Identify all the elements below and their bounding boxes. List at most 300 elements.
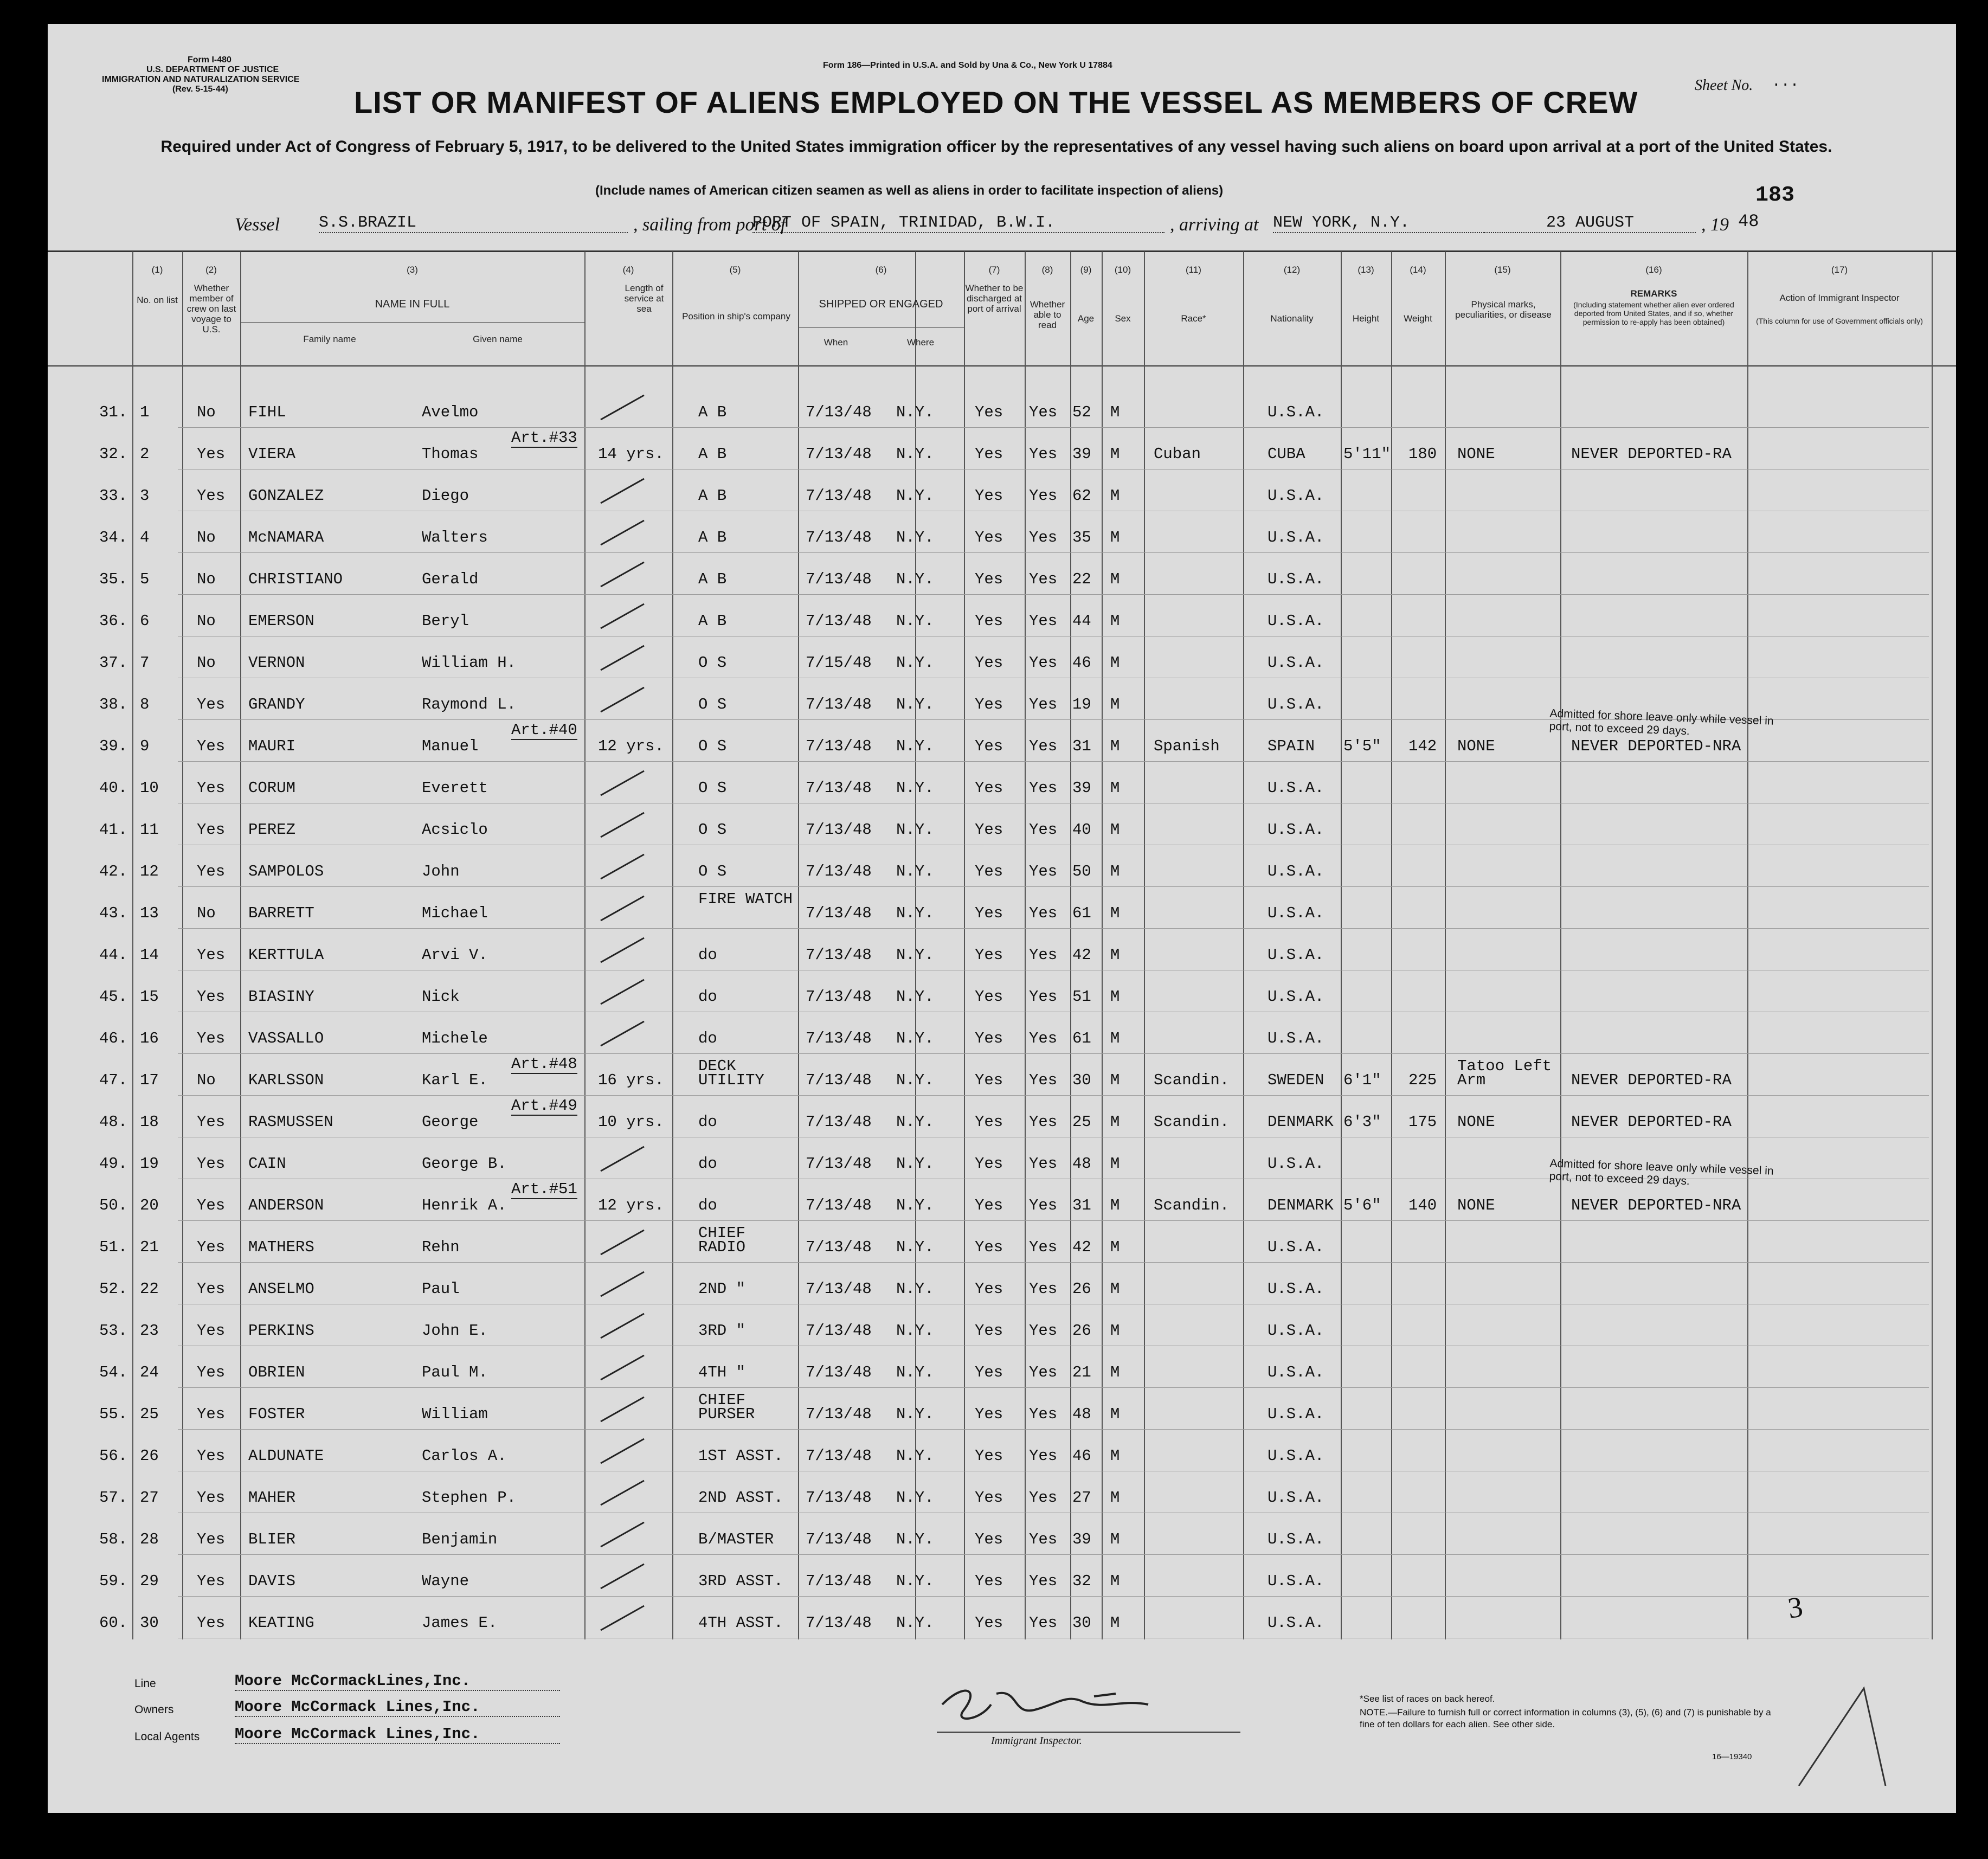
row-shipped-where: N.Y. xyxy=(896,1363,934,1381)
row-list-number: 12 xyxy=(140,863,159,880)
row-family-name: PEREZ xyxy=(248,821,296,839)
row-last-voyage: Yes xyxy=(197,445,226,463)
service-check-mark xyxy=(595,601,649,634)
row-sex: M xyxy=(1110,1113,1120,1131)
col-number-16: (16) xyxy=(1645,265,1662,275)
row-age: 30 xyxy=(1072,1071,1091,1089)
row-position: do xyxy=(698,946,717,964)
row-last-voyage: Yes xyxy=(197,1572,226,1590)
col-number-7: (7) xyxy=(988,265,1000,275)
row-discharged: Yes xyxy=(975,1030,1003,1047)
row-marks: NONE xyxy=(1457,737,1495,755)
col-header-weight: Weight xyxy=(1404,313,1432,324)
row-list-number: 18 xyxy=(140,1113,159,1131)
row-global-number: 53. xyxy=(99,1322,128,1340)
row-discharged: Yes xyxy=(975,654,1003,672)
row-age: 22 xyxy=(1072,570,1091,588)
row-shipped-when: 7/15/48 xyxy=(806,654,872,672)
department: U.S. DEPARTMENT OF JUSTICE xyxy=(146,65,279,74)
row-sex: M xyxy=(1110,1071,1120,1089)
row-article-note: Art.#33 xyxy=(511,429,577,447)
row-discharged: Yes xyxy=(975,570,1003,588)
row-able-to-read: Yes xyxy=(1029,1197,1058,1214)
row-height: 6'3" xyxy=(1343,1113,1381,1131)
row-sex: M xyxy=(1110,1447,1120,1465)
row-sex: M xyxy=(1110,1614,1120,1632)
row-global-number: 36. xyxy=(99,612,128,630)
col-header-discharged: Whether to be discharged at port of arrival xyxy=(965,283,1024,314)
service-check-mark xyxy=(595,1561,649,1594)
row-able-to-read: Yes xyxy=(1029,1238,1058,1256)
row-global-number: 32. xyxy=(99,445,128,463)
row-shipped-where: N.Y. xyxy=(896,1489,934,1507)
row-last-voyage: Yes xyxy=(197,487,226,505)
row-shipped-where: N.Y. xyxy=(896,1405,934,1423)
row-last-voyage: Yes xyxy=(197,779,226,797)
row-age: 52 xyxy=(1072,403,1091,421)
row-shipped-when: 7/13/48 xyxy=(806,696,872,713)
row-age: 62 xyxy=(1072,487,1091,505)
row-shipped-where: N.Y. xyxy=(896,654,934,672)
row-nationality: U.S.A. xyxy=(1268,1322,1324,1340)
row-given-name: Paul M. xyxy=(422,1363,488,1381)
row-global-number: 45. xyxy=(99,988,128,1006)
row-able-to-read: Yes xyxy=(1029,1363,1058,1381)
row-position: O S xyxy=(698,779,727,797)
row-family-name: KARLSSON xyxy=(248,1071,324,1089)
row-list-number: 30 xyxy=(140,1614,159,1632)
vessel-label: Vessel xyxy=(235,215,280,235)
row-able-to-read: Yes xyxy=(1029,1322,1058,1340)
row-service: 14 yrs. xyxy=(598,445,664,463)
row-last-voyage: Yes xyxy=(197,988,226,1006)
row-sex: M xyxy=(1110,1405,1120,1423)
row-nationality: U.S.A. xyxy=(1268,904,1324,922)
service-check-mark xyxy=(595,559,649,592)
inspector-signature xyxy=(931,1672,1235,1737)
row-discharged: Yes xyxy=(975,1155,1003,1173)
service-check-mark xyxy=(595,1436,649,1469)
row-given-name: Michael xyxy=(422,904,488,922)
row-last-voyage: Yes xyxy=(197,1322,226,1340)
row-discharged: Yes xyxy=(975,487,1003,505)
row-age: 44 xyxy=(1072,612,1091,630)
row-rule xyxy=(178,1429,1929,1430)
row-weight: 142 xyxy=(1408,737,1437,755)
row-able-to-read: Yes xyxy=(1029,1447,1058,1465)
col-header-age: Age xyxy=(1077,313,1095,324)
row-global-number: 56. xyxy=(99,1447,128,1465)
col-number-15: (15) xyxy=(1494,265,1511,275)
row-discharged: Yes xyxy=(975,1113,1003,1131)
year-label: , 19 xyxy=(1701,215,1729,235)
row-position: do xyxy=(698,1197,717,1214)
row-last-voyage: Yes xyxy=(197,1405,226,1423)
row-race: Scandin. xyxy=(1154,1071,1230,1089)
row-able-to-read: Yes xyxy=(1029,403,1058,421)
row-last-voyage: Yes xyxy=(197,1447,226,1465)
service-check-mark xyxy=(595,685,649,717)
row-global-number: 44. xyxy=(99,946,128,964)
col-number-9: (9) xyxy=(1080,265,1092,275)
row-global-number: 59. xyxy=(99,1572,128,1590)
row-list-number: 29 xyxy=(140,1572,159,1590)
row-list-number: 1 xyxy=(140,403,150,421)
service-check-mark xyxy=(595,852,649,884)
row-able-to-read: Yes xyxy=(1029,863,1058,880)
row-discharged: Yes xyxy=(975,904,1003,922)
row-shipped-where: N.Y. xyxy=(896,612,934,630)
row-position: A B xyxy=(698,612,727,630)
row-given-name: James E. xyxy=(422,1614,498,1632)
row-shipped-where: N.Y. xyxy=(896,737,934,755)
row-sex: M xyxy=(1110,737,1120,755)
row-able-to-read: Yes xyxy=(1029,821,1058,839)
row-family-name: GONZALEZ xyxy=(248,487,324,505)
row-list-number: 19 xyxy=(140,1155,159,1173)
col-header-action: Action of Immigrant Inspector xyxy=(1779,293,1900,303)
row-discharged: Yes xyxy=(975,1197,1003,1214)
row-weight: 180 xyxy=(1408,445,1437,463)
row-given-name: Arvi V. xyxy=(422,946,488,964)
row-last-voyage: No xyxy=(197,529,216,546)
col-number-14: (14) xyxy=(1410,265,1426,275)
row-global-number: 51. xyxy=(99,1238,128,1256)
row-last-voyage: Yes xyxy=(197,1030,226,1047)
row-family-name: SAMPOLOS xyxy=(248,863,324,880)
row-service: 16 yrs. xyxy=(598,1071,664,1089)
row-given-name: Wayne xyxy=(422,1572,469,1590)
row-position: CHIEF RADIO xyxy=(698,1224,746,1256)
row-last-voyage: No xyxy=(197,403,216,421)
col-header-service: Length of service at sea xyxy=(624,283,664,314)
col-number-6: (6) xyxy=(875,265,887,275)
row-list-number: 20 xyxy=(140,1197,159,1214)
row-position: O S xyxy=(698,737,727,755)
row-able-to-read: Yes xyxy=(1029,1489,1058,1507)
row-service: 12 yrs. xyxy=(598,737,664,755)
col-header-shipped: SHIPPED OR ENGAGED xyxy=(819,298,943,310)
row-shipped-where: N.Y. xyxy=(896,946,934,964)
row-discharged: Yes xyxy=(975,1405,1003,1423)
row-list-number: 6 xyxy=(140,612,150,630)
row-age: 61 xyxy=(1072,904,1091,922)
row-given-name: Henrik A. xyxy=(422,1197,507,1214)
row-position: 4TH ASST. xyxy=(698,1614,783,1632)
arriving-label: , arriving at xyxy=(1170,215,1259,235)
form-number: Form I-480 xyxy=(188,55,231,65)
row-able-to-read: Yes xyxy=(1029,1030,1058,1047)
row-nationality: U.S.A. xyxy=(1268,1030,1324,1047)
row-race: Spanish xyxy=(1154,737,1220,755)
row-nationality: U.S.A. xyxy=(1268,612,1324,630)
row-global-number: 38. xyxy=(99,696,128,713)
row-shipped-when: 7/13/48 xyxy=(806,1197,872,1214)
row-sex: M xyxy=(1110,1030,1120,1047)
row-shipped-when: 7/13/48 xyxy=(806,988,872,1006)
sheet-number: ... xyxy=(1772,74,1799,91)
row-article-note: Art.#48 xyxy=(511,1055,577,1073)
row-position: A B xyxy=(698,403,727,421)
row-shipped-when: 7/13/48 xyxy=(806,1614,872,1632)
row-global-number: 60. xyxy=(99,1614,128,1632)
row-age: 48 xyxy=(1072,1155,1091,1173)
col-number-5: (5) xyxy=(729,265,741,275)
row-list-number: 2 xyxy=(140,445,150,463)
row-family-name: VIERA xyxy=(248,445,296,463)
row-sex: M xyxy=(1110,529,1120,546)
include-note: (Include names of American citizen seamen as well as aliens in order to facilitate inspection of aliens) xyxy=(595,183,1224,198)
row-nationality: U.S.A. xyxy=(1268,1530,1324,1548)
col-number-1: (1) xyxy=(151,265,163,275)
row-shipped-where: N.Y. xyxy=(896,570,934,588)
row-sex: M xyxy=(1110,1489,1120,1507)
row-sex: M xyxy=(1110,1363,1120,1381)
row-discharged: Yes xyxy=(975,779,1003,797)
row-given-name: Raymond L. xyxy=(422,696,517,713)
row-nationality: U.S.A. xyxy=(1268,988,1324,1006)
row-list-number: 4 xyxy=(140,529,150,546)
row-list-number: 16 xyxy=(140,1030,159,1047)
row-last-voyage: Yes xyxy=(197,1614,226,1632)
service-check-mark xyxy=(595,810,649,842)
service-check-mark xyxy=(595,1144,649,1176)
row-able-to-read: Yes xyxy=(1029,988,1058,1006)
row-nationality: U.S.A. xyxy=(1268,487,1324,505)
row-list-number: 22 xyxy=(140,1280,159,1298)
row-age: 31 xyxy=(1072,1197,1091,1214)
row-shipped-when: 7/13/48 xyxy=(806,1280,872,1298)
service-check-mark xyxy=(595,1394,649,1427)
row-age: 39 xyxy=(1072,1530,1091,1548)
row-shipped-where: N.Y. xyxy=(896,1113,934,1131)
row-height: 5'11" xyxy=(1343,445,1391,463)
page-stamp: 183 xyxy=(1755,183,1795,208)
row-age: 46 xyxy=(1072,654,1091,672)
row-age: 31 xyxy=(1072,737,1091,755)
row-global-number: 40. xyxy=(99,779,128,797)
row-sex: M xyxy=(1110,904,1120,922)
col-header-remarks: REMARKS xyxy=(1630,288,1677,299)
row-rule xyxy=(178,761,1929,762)
required-notice: Required under Act of Congress of February 5, 1917, to be delivered to the United States immigration officer by the representatives of any vessel having such aliens on board upon arrival at a port of the United States. xyxy=(160,138,1832,156)
row-article-note: Art.#49 xyxy=(511,1097,577,1115)
row-given-name: Michele xyxy=(422,1030,488,1047)
service-check-mark xyxy=(595,518,649,550)
row-height: 5'6" xyxy=(1343,1197,1381,1214)
row-sex: M xyxy=(1110,487,1120,505)
row-last-voyage: Yes xyxy=(197,1489,226,1507)
row-global-number: 52. xyxy=(99,1280,128,1298)
col-header-position: Position in ship's company xyxy=(682,311,790,321)
col-header-when: When xyxy=(823,337,848,348)
row-nationality: DENMARK xyxy=(1268,1197,1334,1214)
row-given-name: Beryl xyxy=(422,612,469,630)
row-given-name: Walters xyxy=(422,529,488,546)
row-rule xyxy=(178,1596,1929,1597)
service-check-mark xyxy=(595,1520,649,1552)
row-last-voyage: Yes xyxy=(197,696,226,713)
row-list-number: 24 xyxy=(140,1363,159,1381)
row-sex: M xyxy=(1110,821,1120,839)
inspector-label: Immigrant Inspector. xyxy=(991,1735,1082,1747)
row-sex: M xyxy=(1110,1530,1120,1548)
fine-note: NOTE.—Failure to furnish full or correct information in columns (3), (5), (6) and (7) is punishable by a fine of ten dollars for each alien. See other side. xyxy=(1360,1707,1771,1729)
row-shipped-when: 7/13/48 xyxy=(806,779,872,797)
row-discharged: Yes xyxy=(975,1447,1003,1465)
year-value: 48 xyxy=(1738,211,1759,231)
row-given-name: Thomas xyxy=(422,445,479,463)
row-rule xyxy=(178,886,1929,887)
row-list-number: 14 xyxy=(140,946,159,964)
service-check-mark xyxy=(595,643,649,676)
row-shipped-where: N.Y. xyxy=(896,904,934,922)
service-check-mark xyxy=(595,977,649,1009)
row-service: 12 yrs. xyxy=(598,1197,664,1214)
row-given-name: John E. xyxy=(422,1322,488,1340)
row-list-number: 23 xyxy=(140,1322,159,1340)
row-weight: 140 xyxy=(1408,1197,1437,1214)
row-position: O S xyxy=(698,821,727,839)
row-given-name: Gerald xyxy=(422,570,479,588)
row-age: 27 xyxy=(1072,1489,1091,1507)
col-header-sex: Sex xyxy=(1115,313,1131,324)
row-nationality: CUBA xyxy=(1268,445,1305,463)
row-weight: 225 xyxy=(1408,1071,1437,1089)
row-able-to-read: Yes xyxy=(1029,1071,1058,1089)
row-shipped-where: N.Y. xyxy=(896,1238,934,1256)
row-global-number: 37. xyxy=(99,654,128,672)
row-family-name: McNAMARA xyxy=(248,529,324,546)
row-last-voyage: No xyxy=(197,904,216,922)
row-shipped-when: 7/13/48 xyxy=(806,1447,872,1465)
row-rule xyxy=(178,427,1929,428)
row-shipped-when: 7/13/48 xyxy=(806,737,872,755)
col-number-12: (12) xyxy=(1283,265,1301,275)
row-marks: NONE xyxy=(1457,445,1495,463)
row-age: 48 xyxy=(1072,1405,1091,1423)
row-shipped-when: 7/13/48 xyxy=(806,1405,872,1423)
row-discharged: Yes xyxy=(975,1363,1003,1381)
row-family-name: FIHL xyxy=(248,403,286,421)
row-global-number: 58. xyxy=(99,1530,128,1548)
row-shipped-when: 7/13/48 xyxy=(806,1489,872,1507)
row-sex: M xyxy=(1110,570,1120,588)
col-header-name: NAME IN FULL xyxy=(375,298,450,310)
row-shipped-when: 7/13/48 xyxy=(806,403,872,421)
row-nationality: U.S.A. xyxy=(1268,779,1324,797)
row-remarks: NEVER DEPORTED-NRA xyxy=(1571,737,1741,755)
row-position: do xyxy=(698,988,717,1006)
row-shipped-when: 7/13/48 xyxy=(806,612,872,630)
row-sex: M xyxy=(1110,403,1120,421)
arrival-port: NEW YORK, N.Y. xyxy=(1273,214,1484,233)
row-given-name: William xyxy=(422,1405,488,1423)
row-family-name: ALDUNATE xyxy=(248,1447,324,1465)
row-able-to-read: Yes xyxy=(1029,654,1058,672)
row-family-name: KEATING xyxy=(248,1614,314,1632)
row-discharged: Yes xyxy=(975,1572,1003,1590)
row-last-voyage: No xyxy=(197,654,216,672)
row-global-number: 55. xyxy=(99,1405,128,1423)
row-position: 1ST ASST. xyxy=(698,1447,783,1465)
row-list-number: 17 xyxy=(140,1071,159,1089)
row-given-name: Carlos A. xyxy=(422,1447,507,1465)
row-age: 32 xyxy=(1072,1572,1091,1590)
row-shipped-where: N.Y. xyxy=(896,1197,934,1214)
row-global-number: 39. xyxy=(99,737,128,755)
row-discharged: Yes xyxy=(975,612,1003,630)
row-height: 5'5" xyxy=(1343,737,1381,755)
row-shipped-where: N.Y. xyxy=(896,1530,934,1548)
row-given-name: Paul xyxy=(422,1280,460,1298)
row-family-name: ANDERSON xyxy=(248,1197,324,1214)
row-nationality: U.S.A. xyxy=(1268,570,1324,588)
row-nationality: U.S.A. xyxy=(1268,403,1324,421)
row-family-name: DAVIS xyxy=(248,1572,296,1590)
row-given-name: George xyxy=(422,1113,479,1131)
row-able-to-read: Yes xyxy=(1029,1530,1058,1548)
owners-label: Owners xyxy=(134,1703,174,1716)
row-family-name: BLIER xyxy=(248,1530,296,1548)
row-position: 3RD ASST. xyxy=(698,1572,783,1590)
row-able-to-read: Yes xyxy=(1029,529,1058,546)
row-global-number: 33. xyxy=(99,487,128,505)
row-rule xyxy=(178,1220,1929,1221)
col-header-read: Whether able to read xyxy=(1030,299,1065,330)
row-shipped-where: N.Y. xyxy=(896,779,934,797)
row-discharged: Yes xyxy=(975,1280,1003,1298)
row-sex: M xyxy=(1110,1322,1120,1340)
arrival-date: 23 AUGUST xyxy=(1484,214,1696,233)
line-label: Line xyxy=(134,1677,156,1690)
row-discharged: Yes xyxy=(975,863,1003,880)
row-family-name: FOSTER xyxy=(248,1405,305,1423)
sheet-label: Sheet No. xyxy=(1695,77,1753,94)
service-check-mark xyxy=(595,1478,649,1510)
row-sex: M xyxy=(1110,654,1120,672)
row-position: CHIEF PURSER xyxy=(698,1391,755,1423)
row-shipped-where: N.Y. xyxy=(896,1322,934,1340)
row-family-name: ANSELMO xyxy=(248,1280,314,1298)
row-discharged: Yes xyxy=(975,403,1003,421)
col-header-list-no: No. on list xyxy=(137,295,178,305)
row-shipped-where: N.Y. xyxy=(896,988,934,1006)
row-given-name: Manuel xyxy=(422,737,479,755)
row-sex: M xyxy=(1110,445,1120,463)
service-check-mark xyxy=(595,476,649,509)
row-last-voyage: Yes xyxy=(197,946,226,964)
row-last-voyage: Yes xyxy=(197,1197,226,1214)
row-shipped-where: N.Y. xyxy=(896,1071,934,1089)
row-shipped-when: 7/13/48 xyxy=(806,1322,872,1340)
row-rule xyxy=(178,1554,1929,1555)
row-age: 42 xyxy=(1072,1238,1091,1256)
row-remarks: NEVER DEPORTED-NRA xyxy=(1571,1197,1741,1214)
row-age: 19 xyxy=(1072,696,1091,713)
row-discharged: Yes xyxy=(975,1489,1003,1507)
row-family-name: MAHER xyxy=(248,1489,296,1507)
row-list-number: 28 xyxy=(140,1530,159,1548)
row-family-name: RASMUSSEN xyxy=(248,1113,333,1131)
shore-leave-stamp: Admitted for shore leave only while vessel in port, not to exceed 29 days. xyxy=(1549,707,1774,738)
row-last-voyage: No xyxy=(197,612,216,630)
row-last-voyage: Yes xyxy=(197,1280,226,1298)
row-age: 21 xyxy=(1072,1363,1091,1381)
table-header-rule xyxy=(48,365,1956,366)
row-article-note: Art.#51 xyxy=(511,1180,577,1198)
row-service: 10 yrs. xyxy=(598,1113,664,1131)
